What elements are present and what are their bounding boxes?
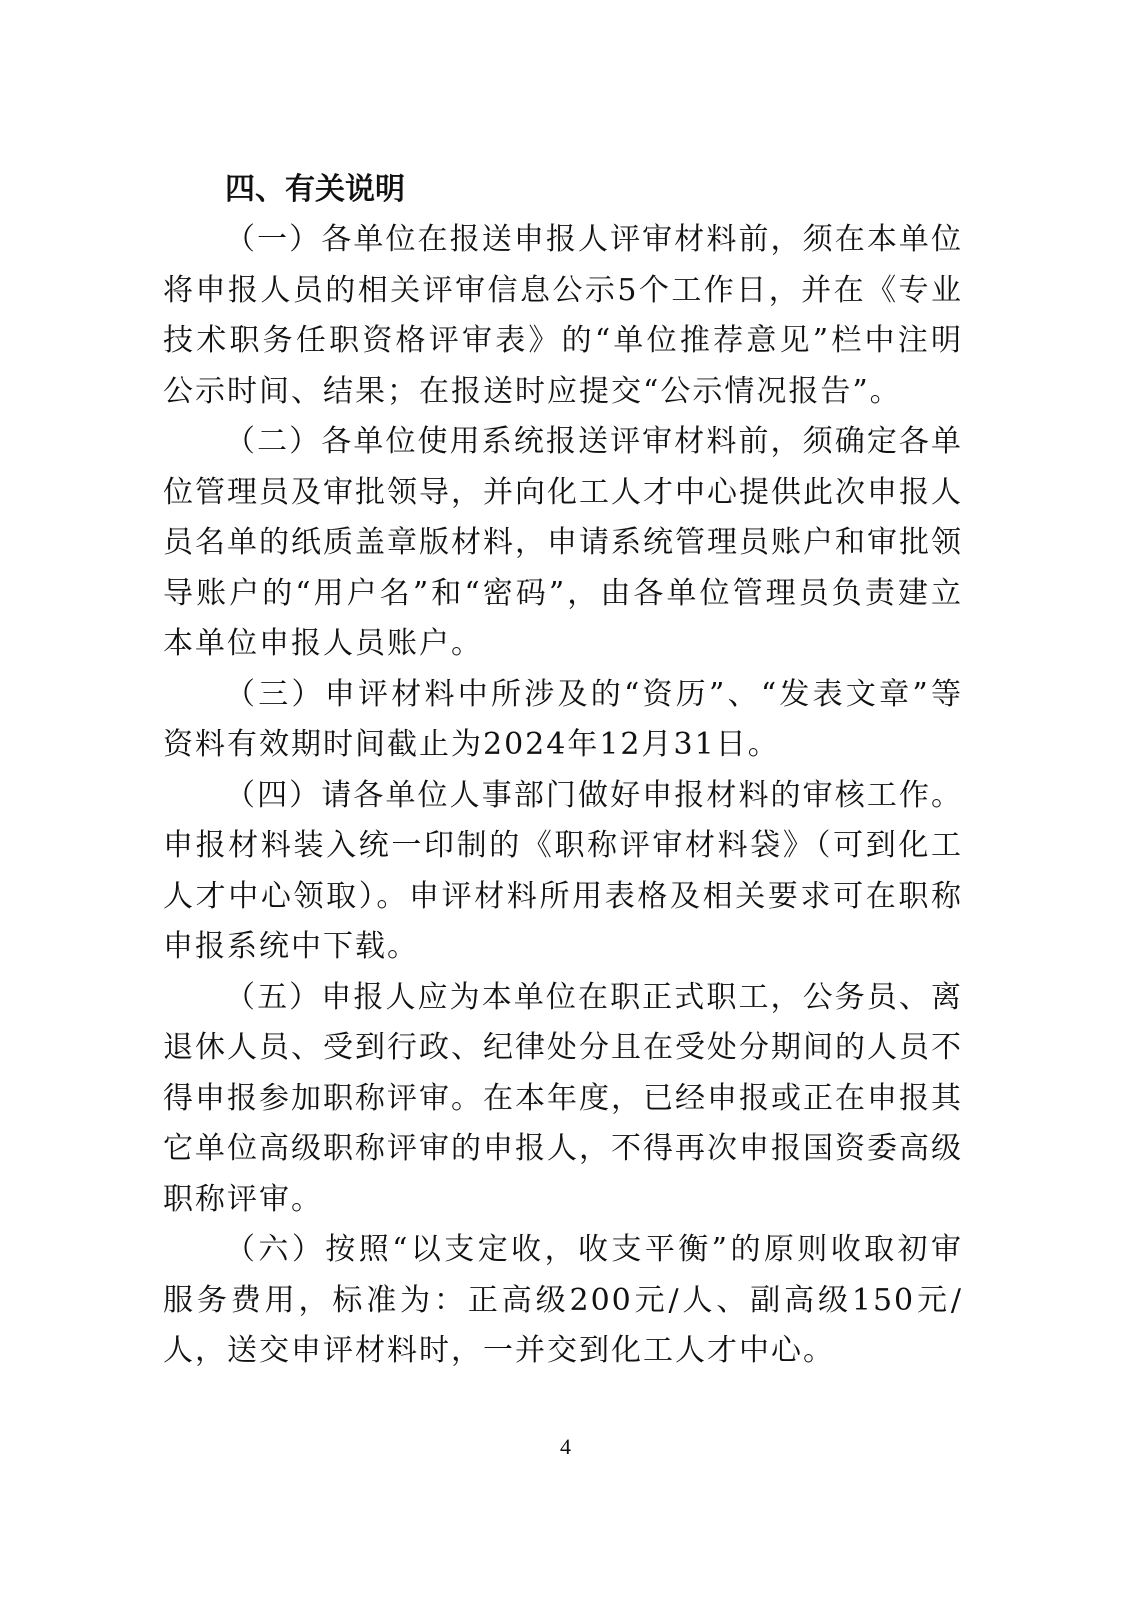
section-body bbox=[163, 215, 963, 1377]
paragraph-5: （五）申报人应为本单位在职正式职工，公务员、离退休人员、受到行政、纪律处分且在受处分期间的人员不得申报参加职称评审。在本年度，已经申报或正在申报其它单位高级职称评审的申报人，不得再次申报国资委高级职称评审。 bbox=[163, 979, 963, 1217]
paragraph-1: （一）各单位在报送申报人评审材料前，须在本单位将申报人员的相关评审信息公示5个工作日，并在《专业技术职务任职资格评审表》的“单位推荐意见”栏中注明公示时间、结果；在报送时应提交“公示情况报告”。 bbox=[163, 222, 963, 409]
page-number: 4 bbox=[560, 1434, 571, 1459]
paragraph-2: （二）各单位使用系统报送评审材料前，须确定各单位管理员及审批领导，并向化工人才中心提供此次申报人员名单的纸质盖章版材料，申请系统管理员账户和审批领导账户的“用户名”和“密码”，由各单位管理员负责建立本单位申报人员账户。 bbox=[163, 424, 963, 661]
paragraph-3: （三）申评材料中所涉及的“资历”、“发表文章”等资料有效期时间截止为2024年12月31日。 bbox=[163, 676, 963, 762]
section-heading: 四、有关说明 bbox=[225, 172, 405, 207]
paragraph-4: （四）请各单位人事部门做好申报材料的审核工作。申报材料装入统一印制的《职称评审材料袋》（可到化工人才中心领取）。申评材料所用表格及相关要求可在职称申报系统中下载。 bbox=[163, 777, 963, 964]
paragraph-6: （六）按照“以支定收，收支平衡”的原则收取初审服务费用，标准为：正高级200元/人、副高级150元/人，送交申评材料时，一并交到化工人才中心。 bbox=[163, 1232, 963, 1368]
